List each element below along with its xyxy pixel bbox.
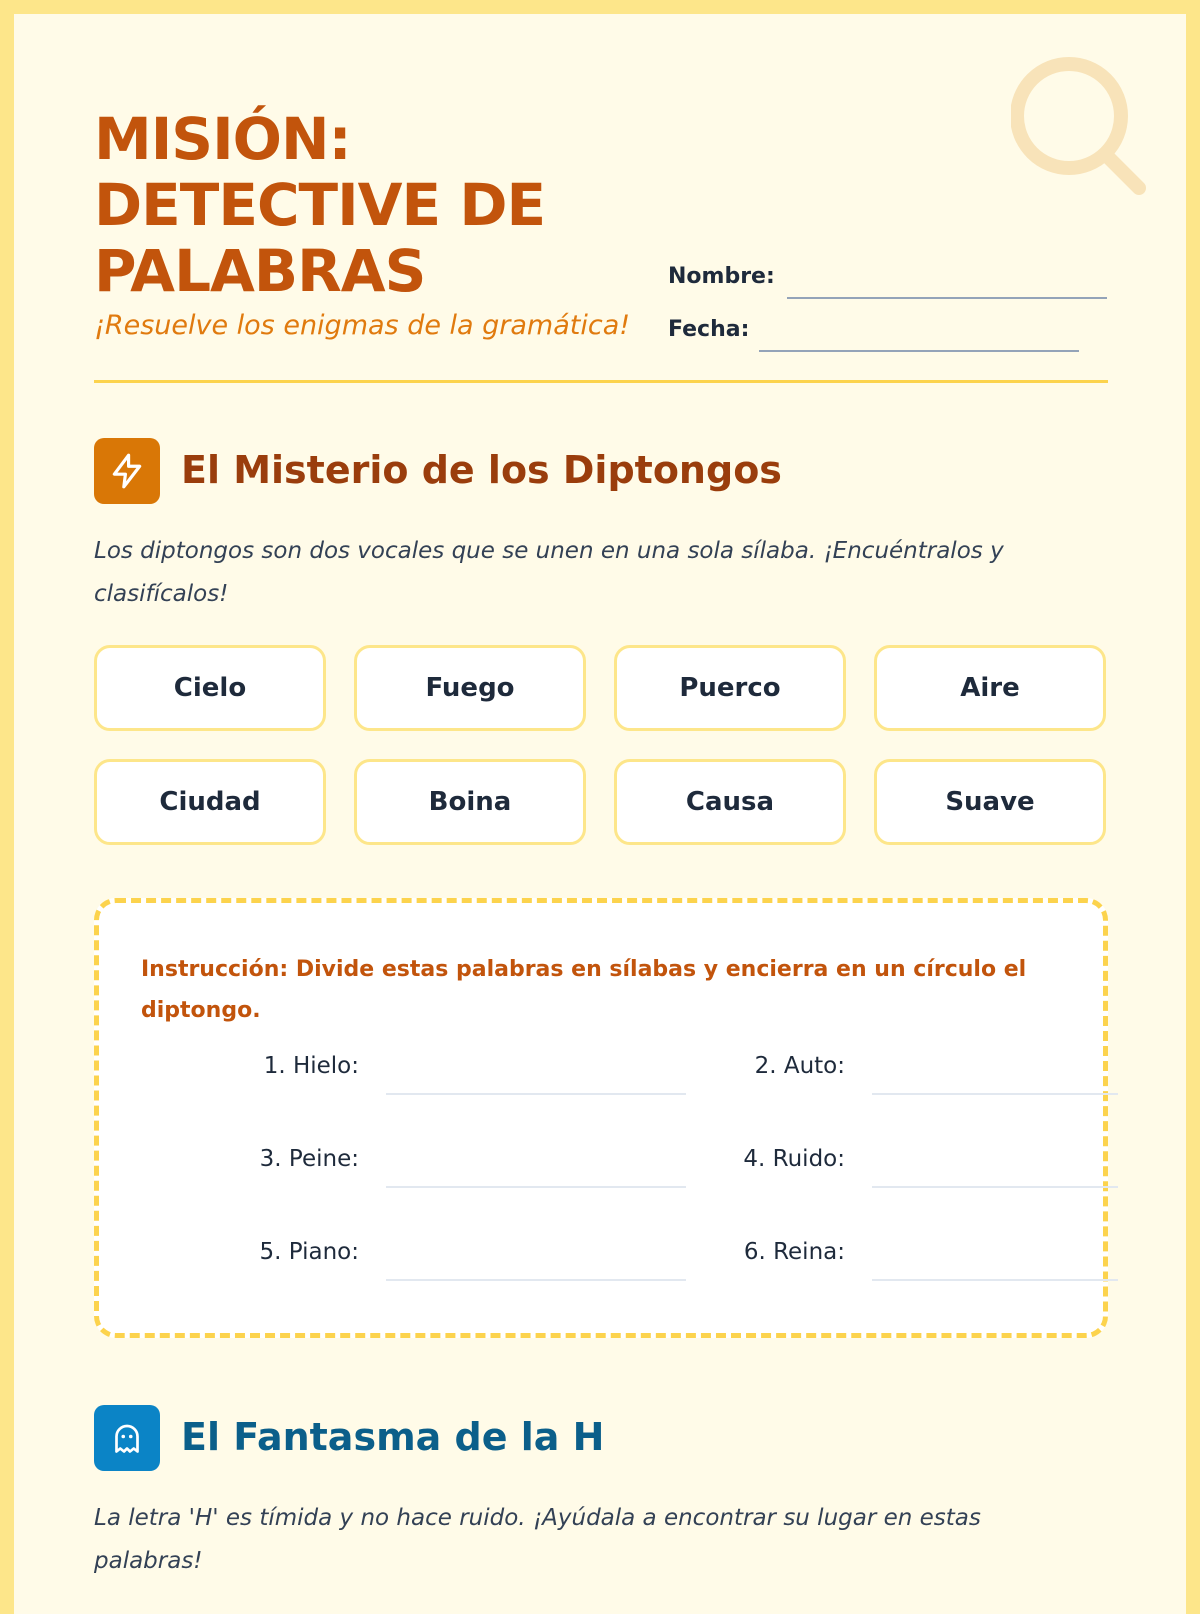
- exercise-label-4: 4. Ruido:: [743, 1146, 845, 1172]
- name-label: Nombre:: [668, 264, 775, 289]
- lightning-icon: [94, 438, 160, 504]
- answer-line-6[interactable]: [872, 1279, 1118, 1281]
- ghost-icon: [94, 1405, 160, 1471]
- word-grid: [94, 645, 1108, 845]
- answer-line-2[interactable]: [872, 1093, 1118, 1095]
- word-card: Causa: [614, 759, 846, 845]
- word-card: Aire: [874, 645, 1106, 731]
- syllable-exercise-box: [94, 898, 1108, 1338]
- exercise-label-1: 1. Hielo:: [263, 1053, 359, 1079]
- header-divider: [94, 380, 1108, 383]
- exercise-instruction: Instrucción: Divide estas palabras en sílabas y encierra en un círculo el diptongo.: [141, 957, 1027, 1023]
- exercise-label-6: 6. Reina:: [743, 1239, 845, 1265]
- exercise-label-3: 3. Peine:: [259, 1146, 359, 1172]
- exercise-label-5: 5. Piano:: [259, 1239, 359, 1265]
- title-line-2: DETECTIVE DE: [94, 171, 546, 239]
- word-card: Boina: [354, 759, 586, 845]
- worksheet-page: [14, 14, 1186, 1614]
- title-line-3: PALABRAS: [94, 237, 426, 305]
- worksheet-title: [94, 106, 654, 304]
- word-card: Suave: [874, 759, 1106, 845]
- date-label: Fecha:: [668, 317, 750, 342]
- exercise-label-2: 2. Auto:: [754, 1053, 845, 1079]
- section-intro-diptongos: Los diptongos son dos vocales que se unen en una sola sílaba. ¡Encuéntralos y clasifícalos!: [94, 538, 1004, 607]
- word-card: Cielo: [94, 645, 326, 731]
- answer-line-3[interactable]: [386, 1186, 686, 1188]
- word-card: Ciudad: [94, 759, 326, 845]
- section-title-h: El Fantasma de la H: [181, 1415, 605, 1459]
- date-field[interactable]: [759, 350, 1079, 352]
- answer-line-5[interactable]: [386, 1279, 686, 1281]
- answer-line-4[interactable]: [872, 1186, 1118, 1188]
- answer-line-1[interactable]: [386, 1093, 686, 1095]
- word-card: Puerco: [614, 645, 846, 731]
- worksheet-subtitle: ¡Resuelve los enigmas de la gramática!: [94, 310, 631, 341]
- title-line-1: MISIÓN:: [94, 105, 351, 173]
- section-intro-h: La letra 'H' es tímida y no hace ruido. ¡Ayúdala a encontrar su lugar en estas palabras!: [94, 1505, 981, 1574]
- magnifier-icon: [1011, 54, 1171, 214]
- section-title-diptongos: El Misterio de los Diptongos: [181, 448, 782, 492]
- name-field[interactable]: [787, 297, 1107, 299]
- word-card: Fuego: [354, 645, 586, 731]
